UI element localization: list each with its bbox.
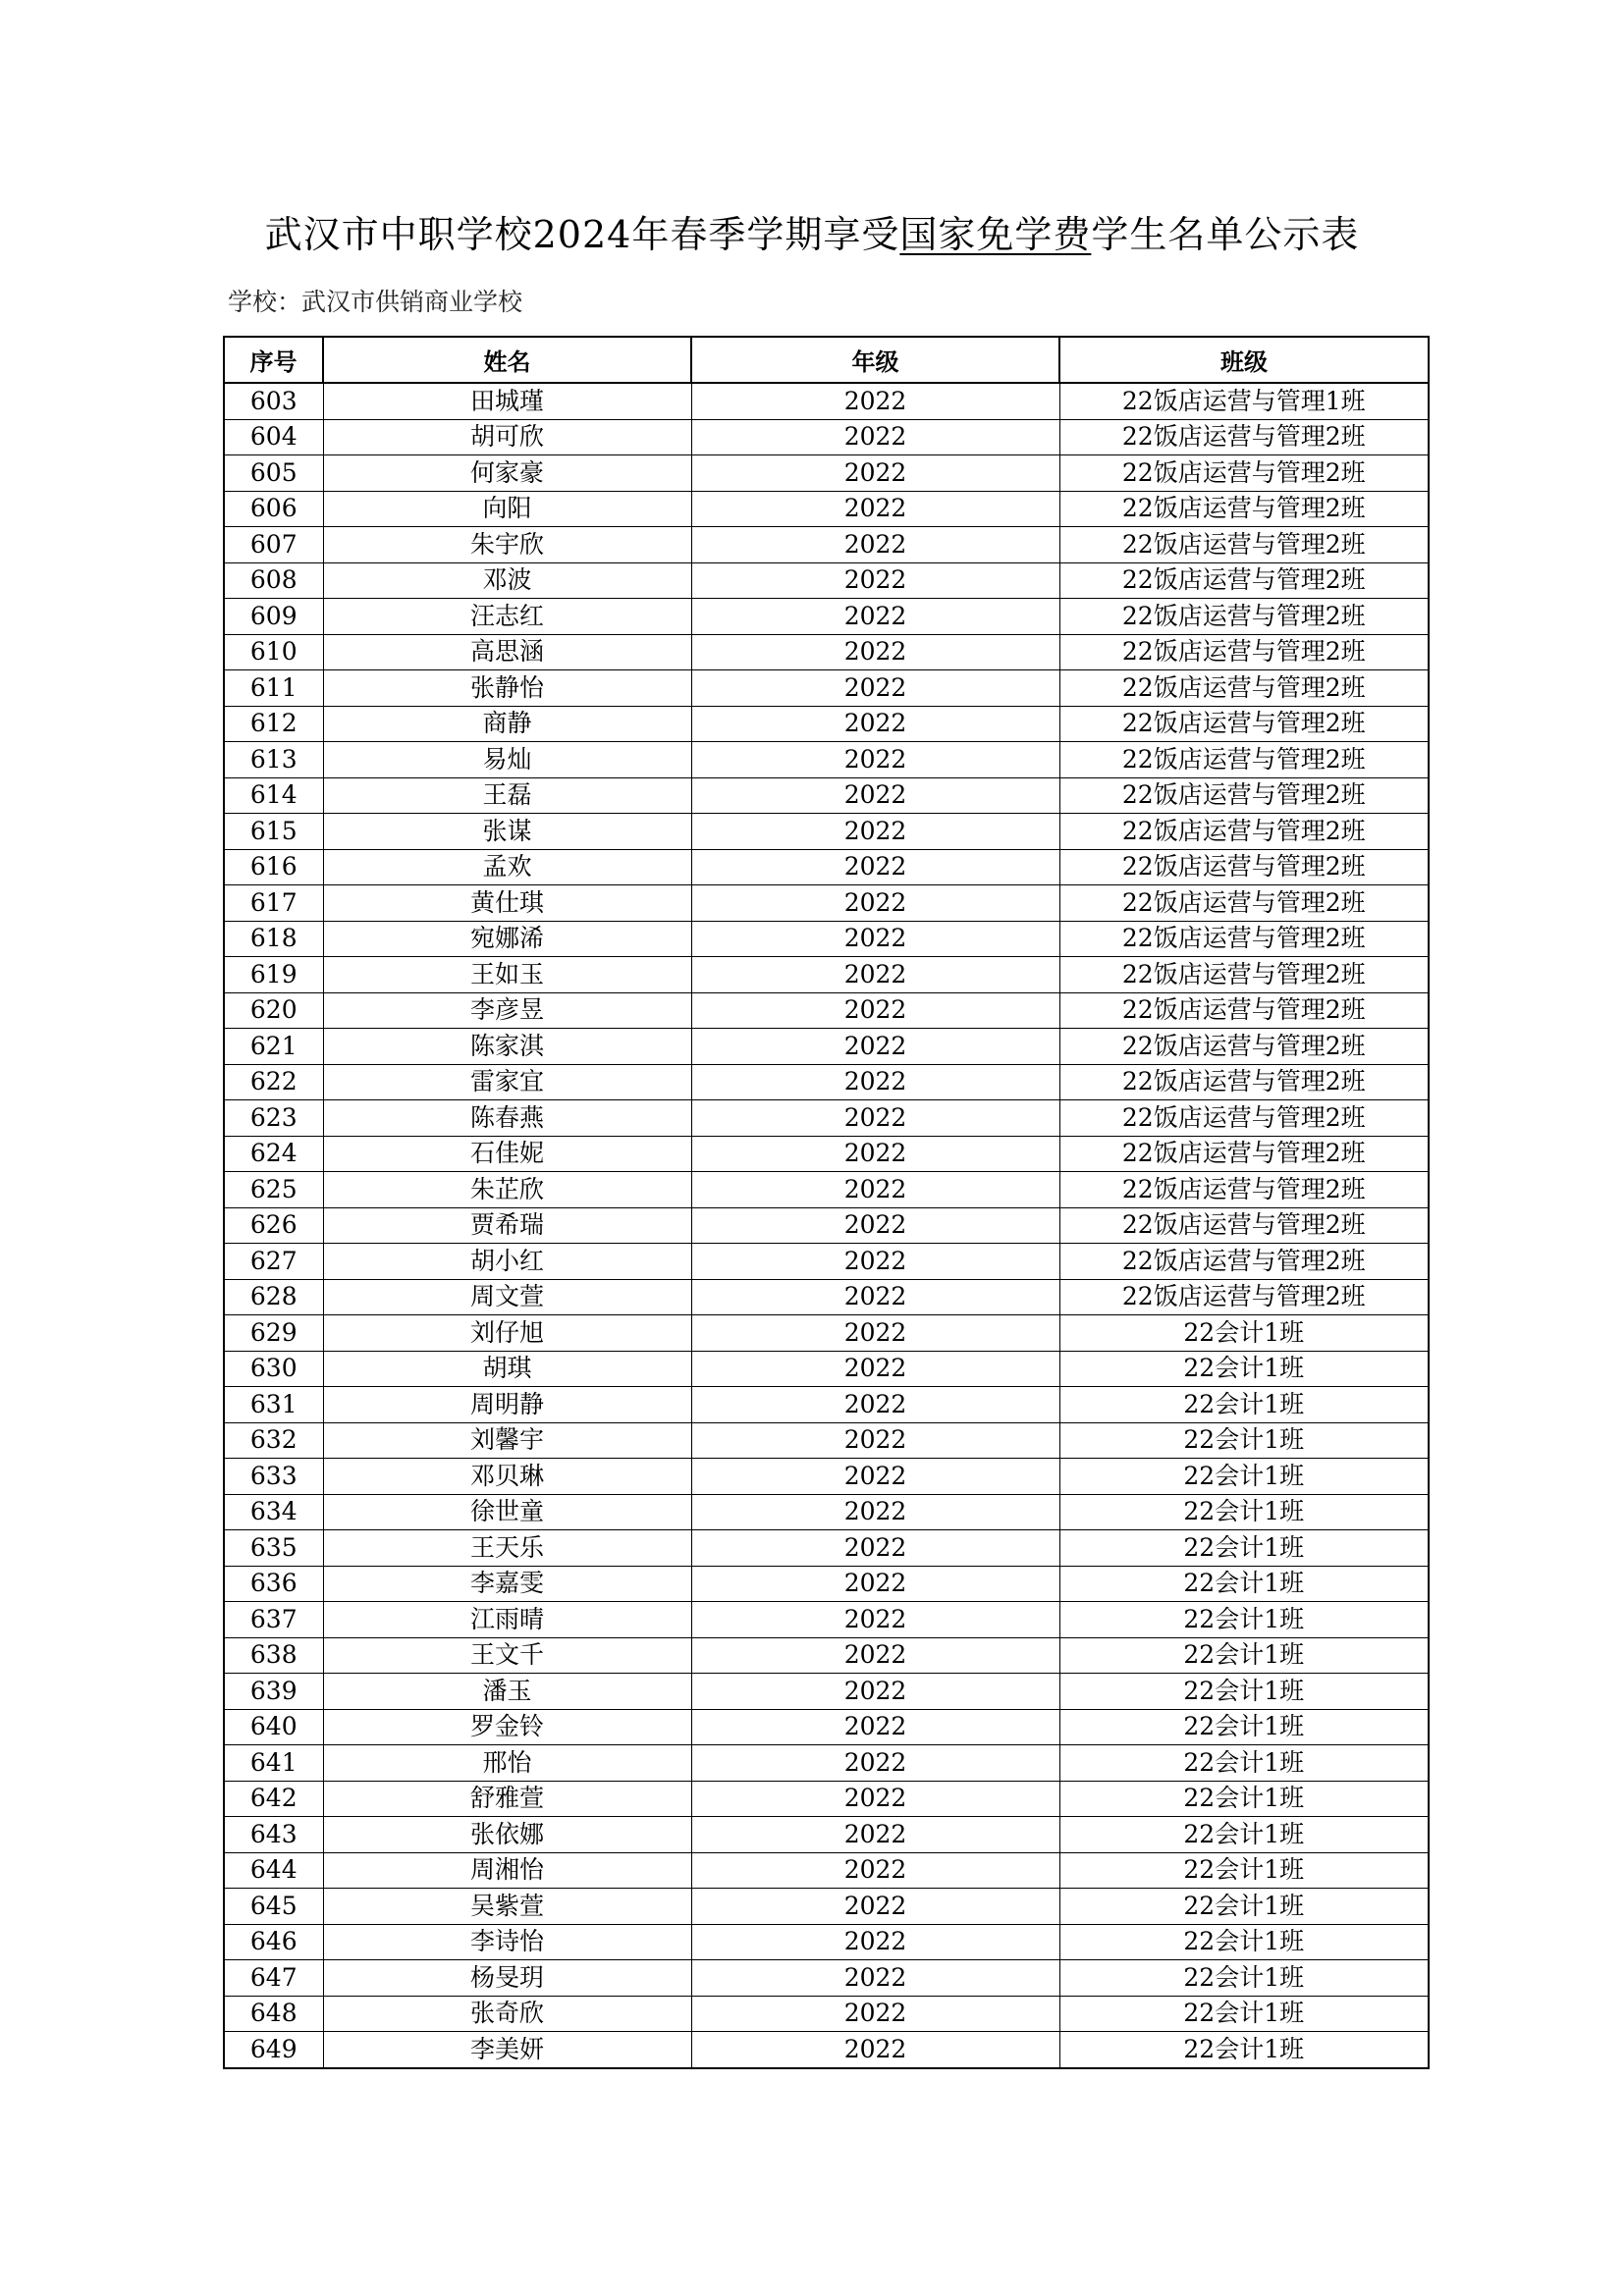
table-row xyxy=(224,670,1429,707)
table-row xyxy=(224,1029,1429,1065)
table-row xyxy=(224,1100,1429,1137)
cell-name: 刘仔旭 xyxy=(323,1315,691,1352)
cell-class: 22会计1班 xyxy=(1059,1709,1429,1745)
cell-no: 603 xyxy=(224,383,323,419)
cell-grade: 2022 xyxy=(691,1602,1059,1638)
cell-class: 22饭店运营与管理2班 xyxy=(1059,992,1429,1029)
cell-name: 朱宇欣 xyxy=(323,527,691,563)
cell-grade: 2022 xyxy=(691,1530,1059,1567)
cell-class: 22会计1班 xyxy=(1059,1996,1429,2032)
cell-no: 628 xyxy=(224,1279,323,1315)
cell-no: 614 xyxy=(224,777,323,814)
cell-grade: 2022 xyxy=(691,1064,1059,1100)
cell-grade: 2022 xyxy=(691,1244,1059,1280)
cell-name: 张静怡 xyxy=(323,670,691,707)
student-table xyxy=(223,336,1430,2069)
school-name: 武汉市供销商业学校 xyxy=(301,288,523,316)
cell-class: 22会计1班 xyxy=(1059,1422,1429,1459)
table-row xyxy=(224,814,1429,850)
cell-class: 22会计1班 xyxy=(1059,1674,1429,1710)
cell-name: 吴紫萱 xyxy=(323,1889,691,1925)
cell-no: 617 xyxy=(224,885,323,922)
table-row xyxy=(224,1889,1429,1925)
cell-grade: 2022 xyxy=(691,921,1059,957)
table-row xyxy=(224,1602,1429,1638)
cell-no: 608 xyxy=(224,562,323,599)
cell-no: 619 xyxy=(224,957,323,993)
cell-grade: 2022 xyxy=(691,1745,1059,1782)
cell-no: 609 xyxy=(224,599,323,635)
cell-grade: 2022 xyxy=(691,1852,1059,1889)
header-no: 序号 xyxy=(224,337,323,383)
cell-name: 石佳妮 xyxy=(323,1136,691,1172)
cell-no: 618 xyxy=(224,921,323,957)
title-prefix: 武汉市中职学校2024年春季学期享受 xyxy=(264,213,900,257)
cell-class: 22饭店运营与管理2班 xyxy=(1059,1029,1429,1065)
cell-class: 22饭店运营与管理2班 xyxy=(1059,777,1429,814)
cell-name: 罗金铃 xyxy=(323,1709,691,1745)
school-line xyxy=(228,288,522,317)
cell-name: 邓贝琳 xyxy=(323,1459,691,1495)
cell-grade: 2022 xyxy=(691,599,1059,635)
cell-no: 622 xyxy=(224,1064,323,1100)
table-row xyxy=(224,1064,1429,1100)
cell-name: 田城瑾 xyxy=(323,383,691,419)
cell-name: 张依娜 xyxy=(323,1817,691,1853)
cell-grade: 2022 xyxy=(691,1637,1059,1674)
header-name: 姓名 xyxy=(323,337,691,383)
cell-grade: 2022 xyxy=(691,527,1059,563)
cell-class: 22饭店运营与管理2班 xyxy=(1059,670,1429,707)
table-row xyxy=(224,1709,1429,1745)
cell-grade: 2022 xyxy=(691,1315,1059,1352)
cell-class: 22饭店运营与管理2班 xyxy=(1059,455,1429,492)
cell-class: 22会计1班 xyxy=(1059,1960,1429,1997)
table-row xyxy=(224,1745,1429,1782)
cell-name: 王磊 xyxy=(323,777,691,814)
table-row xyxy=(224,1459,1429,1495)
cell-grade: 2022 xyxy=(691,1279,1059,1315)
cell-class: 22会计1班 xyxy=(1059,1530,1429,1567)
cell-name: 王文千 xyxy=(323,1637,691,1674)
cell-name: 周湘怡 xyxy=(323,1852,691,1889)
cell-no: 611 xyxy=(224,670,323,707)
cell-no: 640 xyxy=(224,1709,323,1745)
cell-name: 徐世童 xyxy=(323,1494,691,1530)
table-row xyxy=(224,383,1429,419)
table-row xyxy=(224,1996,1429,2032)
cell-class: 22会计1班 xyxy=(1059,1781,1429,1817)
table-row xyxy=(224,1960,1429,1997)
cell-grade: 2022 xyxy=(691,777,1059,814)
cell-name: 刘馨宇 xyxy=(323,1422,691,1459)
table-row xyxy=(224,1244,1429,1280)
table-row xyxy=(224,599,1429,635)
cell-no: 631 xyxy=(224,1387,323,1423)
cell-grade: 2022 xyxy=(691,742,1059,778)
cell-grade: 2022 xyxy=(691,2032,1059,2068)
cell-class: 22饭店运营与管理2班 xyxy=(1059,814,1429,850)
title-underlined: 国家免学费 xyxy=(899,213,1092,257)
table-row xyxy=(224,1852,1429,1889)
table-row xyxy=(224,921,1429,957)
title-suffix: 学生名单公示表 xyxy=(1091,213,1360,257)
table-row xyxy=(224,1530,1429,1567)
cell-grade: 2022 xyxy=(691,455,1059,492)
table-row xyxy=(224,885,1429,922)
cell-name: 宛娜浠 xyxy=(323,921,691,957)
table-row xyxy=(224,1781,1429,1817)
cell-class: 22会计1班 xyxy=(1059,1852,1429,1889)
cell-grade: 2022 xyxy=(691,706,1059,742)
cell-class: 22饭店运营与管理2班 xyxy=(1059,1172,1429,1208)
cell-no: 606 xyxy=(224,491,323,527)
table-row xyxy=(224,1172,1429,1208)
cell-class: 22会计1班 xyxy=(1059,1494,1429,1530)
cell-class: 22饭店运营与管理2班 xyxy=(1059,634,1429,670)
cell-no: 623 xyxy=(224,1100,323,1137)
cell-grade: 2022 xyxy=(691,814,1059,850)
cell-name: 汪志红 xyxy=(323,599,691,635)
table-row xyxy=(224,742,1429,778)
cell-name: 舒雅萱 xyxy=(323,1781,691,1817)
cell-name: 朱芷欣 xyxy=(323,1172,691,1208)
cell-name: 黄仕琪 xyxy=(323,885,691,922)
cell-no: 616 xyxy=(224,849,323,885)
cell-no: 610 xyxy=(224,634,323,670)
cell-name: 张奇欣 xyxy=(323,1996,691,2032)
cell-name: 陈家淇 xyxy=(323,1029,691,1065)
school-label: 学校： xyxy=(228,288,302,316)
cell-name: 商静 xyxy=(323,706,691,742)
cell-name: 陈春燕 xyxy=(323,1100,691,1137)
cell-no: 627 xyxy=(224,1244,323,1280)
cell-no: 649 xyxy=(224,2032,323,2068)
table-row xyxy=(224,957,1429,993)
cell-class: 22饭店运营与管理2班 xyxy=(1059,1279,1429,1315)
cell-no: 643 xyxy=(224,1817,323,1853)
cell-no: 620 xyxy=(224,992,323,1029)
cell-no: 644 xyxy=(224,1852,323,1889)
cell-class: 22会计1班 xyxy=(1059,1817,1429,1853)
cell-class: 22饭店运营与管理2班 xyxy=(1059,742,1429,778)
cell-grade: 2022 xyxy=(691,419,1059,455)
cell-grade: 2022 xyxy=(691,1924,1059,1960)
cell-name: 孟欢 xyxy=(323,849,691,885)
cell-name: 周明静 xyxy=(323,1387,691,1423)
cell-name: 王天乐 xyxy=(323,1530,691,1567)
table-row xyxy=(224,777,1429,814)
cell-name: 易灿 xyxy=(323,742,691,778)
table-row xyxy=(224,992,1429,1029)
cell-class: 22饭店运营与管理2班 xyxy=(1059,921,1429,957)
cell-no: 607 xyxy=(224,527,323,563)
cell-name: 向阳 xyxy=(323,491,691,527)
cell-grade: 2022 xyxy=(691,1996,1059,2032)
cell-name: 李诗怡 xyxy=(323,1924,691,1960)
cell-class: 22饭店运营与管理2班 xyxy=(1059,1100,1429,1137)
cell-name: 贾希瑞 xyxy=(323,1207,691,1244)
table-row xyxy=(224,634,1429,670)
table-body xyxy=(224,383,1429,2068)
cell-no: 635 xyxy=(224,1530,323,1567)
cell-no: 637 xyxy=(224,1602,323,1638)
table-row xyxy=(224,527,1429,563)
cell-no: 612 xyxy=(224,706,323,742)
cell-grade: 2022 xyxy=(691,1494,1059,1530)
cell-grade: 2022 xyxy=(691,957,1059,993)
table-row xyxy=(224,1387,1429,1423)
table-row xyxy=(224,2032,1429,2068)
page-title xyxy=(0,211,1624,258)
cell-no: 632 xyxy=(224,1422,323,1459)
cell-grade: 2022 xyxy=(691,1207,1059,1244)
cell-name: 王如玉 xyxy=(323,957,691,993)
cell-no: 645 xyxy=(224,1889,323,1925)
cell-no: 629 xyxy=(224,1315,323,1352)
cell-name: 潘玉 xyxy=(323,1674,691,1710)
table-row xyxy=(224,1674,1429,1710)
cell-no: 630 xyxy=(224,1351,323,1387)
cell-grade: 2022 xyxy=(691,1136,1059,1172)
cell-grade: 2022 xyxy=(691,1172,1059,1208)
cell-no: 648 xyxy=(224,1996,323,2032)
cell-grade: 2022 xyxy=(691,1817,1059,1853)
table-row xyxy=(224,1637,1429,1674)
cell-grade: 2022 xyxy=(691,1387,1059,1423)
cell-grade: 2022 xyxy=(691,634,1059,670)
cell-class: 22饭店运营与管理2班 xyxy=(1059,706,1429,742)
cell-no: 626 xyxy=(224,1207,323,1244)
cell-class: 22会计1班 xyxy=(1059,1459,1429,1495)
cell-name: 张谋 xyxy=(323,814,691,850)
cell-class: 22会计1班 xyxy=(1059,2032,1429,2068)
header-grade: 年级 xyxy=(691,337,1059,383)
cell-grade: 2022 xyxy=(691,1100,1059,1137)
cell-class: 22会计1班 xyxy=(1059,1602,1429,1638)
cell-class: 22饭店运营与管理2班 xyxy=(1059,849,1429,885)
cell-no: 621 xyxy=(224,1029,323,1065)
table-row xyxy=(224,1422,1429,1459)
cell-class: 22饭店运营与管理2班 xyxy=(1059,957,1429,993)
cell-name: 雷家宜 xyxy=(323,1064,691,1100)
cell-grade: 2022 xyxy=(691,849,1059,885)
cell-class: 22饭店运营与管理1班 xyxy=(1059,383,1429,419)
cell-name: 邓波 xyxy=(323,562,691,599)
cell-class: 22会计1班 xyxy=(1059,1889,1429,1925)
cell-name: 胡琪 xyxy=(323,1351,691,1387)
cell-name: 胡小红 xyxy=(323,1244,691,1280)
table-row xyxy=(224,1279,1429,1315)
cell-no: 624 xyxy=(224,1136,323,1172)
cell-class: 22饭店运营与管理2班 xyxy=(1059,1136,1429,1172)
cell-name: 胡可欣 xyxy=(323,419,691,455)
cell-name: 高思涵 xyxy=(323,634,691,670)
cell-no: 604 xyxy=(224,419,323,455)
cell-grade: 2022 xyxy=(691,1566,1059,1602)
cell-class: 22饭店运营与管理2班 xyxy=(1059,419,1429,455)
cell-no: 625 xyxy=(224,1172,323,1208)
cell-grade: 2022 xyxy=(691,1674,1059,1710)
cell-grade: 2022 xyxy=(691,1029,1059,1065)
cell-class: 22饭店运营与管理2班 xyxy=(1059,562,1429,599)
cell-grade: 2022 xyxy=(691,1351,1059,1387)
table-row xyxy=(224,849,1429,885)
cell-class: 22会计1班 xyxy=(1059,1315,1429,1352)
cell-no: 639 xyxy=(224,1674,323,1710)
cell-name: 周文萱 xyxy=(323,1279,691,1315)
cell-name: 邢怡 xyxy=(323,1745,691,1782)
table-row xyxy=(224,1566,1429,1602)
header-class: 班级 xyxy=(1059,337,1429,383)
cell-no: 613 xyxy=(224,742,323,778)
cell-no: 636 xyxy=(224,1566,323,1602)
cell-grade: 2022 xyxy=(691,383,1059,419)
cell-grade: 2022 xyxy=(691,491,1059,527)
table-row xyxy=(224,1351,1429,1387)
cell-class: 22饭店运营与管理2班 xyxy=(1059,527,1429,563)
cell-class: 22会计1班 xyxy=(1059,1637,1429,1674)
cell-no: 642 xyxy=(224,1781,323,1817)
table-row xyxy=(224,706,1429,742)
table-row xyxy=(224,1207,1429,1244)
table-row xyxy=(224,1817,1429,1853)
table-row xyxy=(224,562,1429,599)
cell-class: 22饭店运营与管理2班 xyxy=(1059,1207,1429,1244)
cell-class: 22会计1班 xyxy=(1059,1387,1429,1423)
cell-grade: 2022 xyxy=(691,885,1059,922)
table-row xyxy=(224,1494,1429,1530)
cell-grade: 2022 xyxy=(691,1889,1059,1925)
cell-grade: 2022 xyxy=(691,992,1059,1029)
cell-no: 634 xyxy=(224,1494,323,1530)
table-row xyxy=(224,1315,1429,1352)
cell-name: 李彦昱 xyxy=(323,992,691,1029)
cell-name: 李嘉雯 xyxy=(323,1566,691,1602)
cell-no: 647 xyxy=(224,1960,323,1997)
table-row xyxy=(224,1924,1429,1960)
table-header xyxy=(224,337,1429,383)
cell-name: 何家豪 xyxy=(323,455,691,492)
cell-class: 22饭店运营与管理2班 xyxy=(1059,1064,1429,1100)
cell-grade: 2022 xyxy=(691,1459,1059,1495)
table-row xyxy=(224,455,1429,492)
cell-class: 22会计1班 xyxy=(1059,1924,1429,1960)
table-row xyxy=(224,419,1429,455)
cell-grade: 2022 xyxy=(691,670,1059,707)
cell-class: 22会计1班 xyxy=(1059,1351,1429,1387)
cell-class: 22饭店运营与管理2班 xyxy=(1059,491,1429,527)
cell-no: 605 xyxy=(224,455,323,492)
cell-class: 22饭店运营与管理2班 xyxy=(1059,885,1429,922)
cell-grade: 2022 xyxy=(691,1709,1059,1745)
cell-class: 22饭店运营与管理2班 xyxy=(1059,599,1429,635)
cell-name: 杨旻玥 xyxy=(323,1960,691,1997)
cell-no: 615 xyxy=(224,814,323,850)
cell-grade: 2022 xyxy=(691,1781,1059,1817)
cell-no: 646 xyxy=(224,1924,323,1960)
cell-no: 638 xyxy=(224,1637,323,1674)
table-row xyxy=(224,1136,1429,1172)
cell-name: 李美妍 xyxy=(323,2032,691,2068)
cell-no: 633 xyxy=(224,1459,323,1495)
cell-grade: 2022 xyxy=(691,1960,1059,1997)
cell-grade: 2022 xyxy=(691,562,1059,599)
cell-class: 22饭店运营与管理2班 xyxy=(1059,1244,1429,1280)
header-row xyxy=(224,337,1429,383)
cell-class: 22会计1班 xyxy=(1059,1745,1429,1782)
cell-name: 江雨晴 xyxy=(323,1602,691,1638)
cell-class: 22会计1班 xyxy=(1059,1566,1429,1602)
table-row xyxy=(224,491,1429,527)
cell-no: 641 xyxy=(224,1745,323,1782)
cell-grade: 2022 xyxy=(691,1422,1059,1459)
